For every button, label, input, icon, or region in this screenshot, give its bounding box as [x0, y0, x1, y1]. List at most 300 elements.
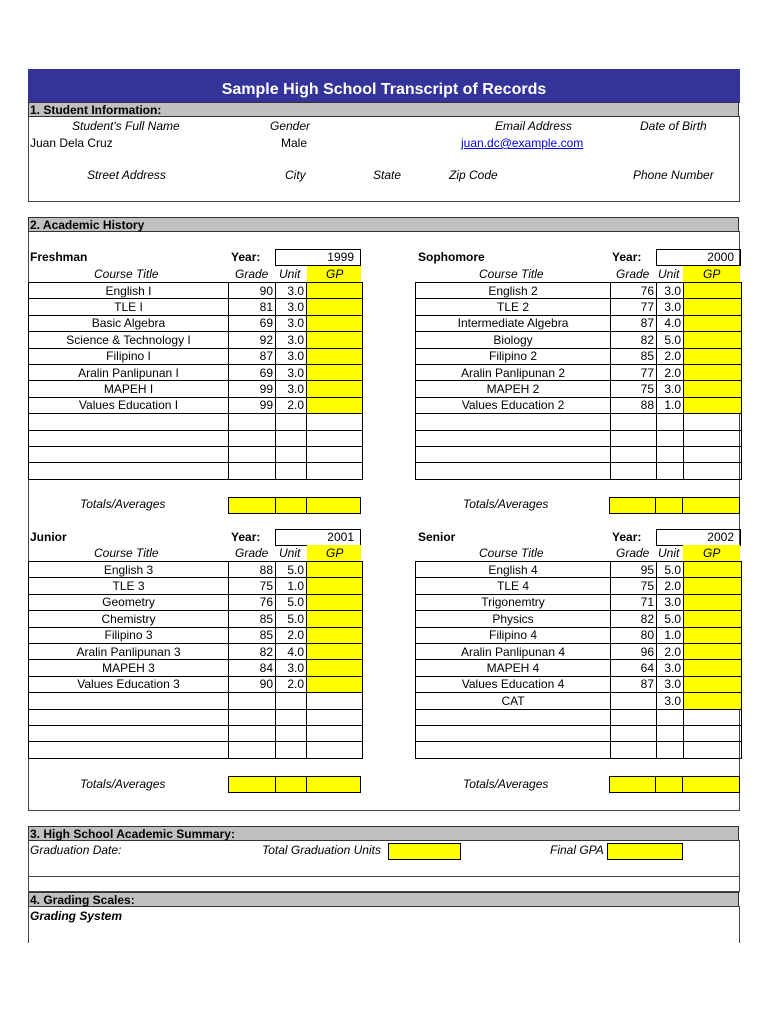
unit-cell: 3.0 — [657, 283, 684, 299]
course-title-cell — [29, 709, 229, 725]
gp-cell — [684, 315, 742, 331]
unit-cell — [657, 430, 684, 446]
unit-cell: 5.0 — [657, 332, 684, 348]
grade-cell — [229, 414, 276, 430]
unit-cell — [276, 414, 307, 430]
grade-cell — [229, 446, 276, 462]
col-course-title: Course Title — [479, 267, 544, 281]
unit-cell: 3.0 — [276, 283, 307, 299]
gp-cell — [684, 299, 742, 315]
totals-gp-cell — [306, 497, 361, 514]
total-units-field — [388, 843, 461, 860]
grade-cell: 90 — [229, 283, 276, 299]
table-row — [29, 414, 363, 430]
table-row — [416, 725, 742, 741]
grade-cell: 82 — [611, 332, 657, 348]
unit-cell — [657, 725, 684, 741]
label-dob: Date of Birth — [640, 119, 707, 133]
gp-cell — [684, 676, 742, 692]
grade-cell — [611, 430, 657, 446]
unit-cell: 3.0 — [276, 381, 307, 397]
gp-cell — [307, 315, 363, 331]
course-title-cell — [416, 725, 611, 741]
col-grade: Grade — [235, 546, 269, 560]
unit-cell — [657, 414, 684, 430]
gp-cell — [684, 742, 742, 758]
unit-cell — [276, 693, 307, 709]
grade-cell — [229, 430, 276, 446]
gp-cell — [307, 381, 363, 397]
course-title-cell: Aralin Panlipunan 3 — [29, 643, 229, 659]
gp-cell — [684, 562, 742, 578]
gp-cell — [307, 611, 363, 627]
unit-cell: 2.0 — [276, 676, 307, 692]
gp-cell — [684, 594, 742, 610]
unit-cell — [657, 446, 684, 462]
course-title-cell: Aralin Panlipunan 4 — [416, 643, 611, 659]
grade-cell: 90 — [229, 676, 276, 692]
student-gender: Male — [281, 136, 308, 150]
course-title-cell: TLE I — [29, 299, 229, 315]
table-row — [29, 709, 363, 725]
grade-cell: 75 — [229, 578, 276, 594]
table-row — [29, 660, 363, 676]
table-row — [416, 348, 742, 364]
course-title-cell: Science & Technology I — [29, 332, 229, 348]
unit-cell: 3.0 — [657, 594, 684, 610]
unit-cell: 5.0 — [276, 562, 307, 578]
label-city: City — [285, 168, 306, 182]
grade-cell — [611, 742, 657, 758]
course-title-cell: Values Education I — [29, 397, 229, 413]
unit-cell — [276, 463, 307, 479]
table-row — [416, 364, 742, 380]
gp-cell — [684, 381, 742, 397]
table-row — [416, 414, 742, 430]
senior-year-value: 2002 — [656, 529, 741, 546]
gp-cell — [307, 430, 363, 446]
table-row — [29, 725, 363, 741]
table-row — [29, 283, 363, 299]
course-title-cell: English 3 — [29, 562, 229, 578]
unit-cell: 3.0 — [276, 660, 307, 676]
unit-cell: 5.0 — [276, 611, 307, 627]
gp-cell — [684, 283, 742, 299]
course-title-cell: Intermediate Algebra — [416, 315, 611, 331]
grade-cell: 80 — [611, 627, 657, 643]
course-title-cell — [416, 463, 611, 479]
gp-cell — [307, 446, 363, 462]
course-title-cell: Physics — [416, 611, 611, 627]
col-unit: Unit — [279, 546, 301, 560]
table-row — [416, 611, 742, 627]
gp-cell — [684, 611, 742, 627]
course-title-cell: CAT — [416, 693, 611, 709]
table-row — [416, 709, 742, 725]
table-row — [29, 332, 363, 348]
grading-left-border — [28, 906, 29, 943]
course-title-cell: English 4 — [416, 562, 611, 578]
course-title-cell — [416, 430, 611, 446]
table-row — [416, 299, 742, 315]
freshman-year-value: 1999 — [275, 249, 361, 266]
year-level-freshman: Freshman — [30, 250, 88, 264]
course-title-cell: MAPEH I — [29, 381, 229, 397]
course-title-cell: Trigonemtry — [416, 594, 611, 610]
grade-cell: 64 — [611, 660, 657, 676]
unit-cell: 1.0 — [657, 627, 684, 643]
table-row — [29, 397, 363, 413]
course-title-cell — [29, 693, 229, 709]
unit-cell: 3.0 — [276, 364, 307, 380]
table-row — [416, 594, 742, 610]
course-title-cell: English 2 — [416, 283, 611, 299]
course-title-cell: Filipino 4 — [416, 627, 611, 643]
gp-cell — [307, 725, 363, 741]
table-row — [29, 676, 363, 692]
label-gender: Gender — [270, 119, 311, 133]
gp-cell — [307, 578, 363, 594]
grade-cell: 92 — [229, 332, 276, 348]
grade-cell: 75 — [611, 578, 657, 594]
gp-cell — [307, 562, 363, 578]
course-title-cell: TLE 2 — [416, 299, 611, 315]
course-title-cell: Filipino I — [29, 348, 229, 364]
table-row — [29, 430, 363, 446]
table-row — [29, 611, 363, 627]
grade-cell: 88 — [611, 397, 657, 413]
course-title-cell — [29, 742, 229, 758]
year-label: Year: — [612, 250, 642, 264]
label-full-name: Student's Full Name — [72, 119, 180, 133]
gp-cell — [307, 397, 363, 413]
table-row — [29, 364, 363, 380]
gp-cell — [307, 627, 363, 643]
unit-cell: 5.0 — [657, 611, 684, 627]
unit-cell — [276, 709, 307, 725]
course-title-cell: Aralin Panlipunan 2 — [416, 364, 611, 380]
summary-heading: 3. High School Academic Summary: — [28, 826, 739, 841]
unit-cell: 1.0 — [276, 578, 307, 594]
grade-cell — [229, 693, 276, 709]
course-title-cell — [29, 414, 229, 430]
table-row — [29, 594, 363, 610]
totals-unit-cell — [275, 776, 307, 793]
grade-cell — [229, 742, 276, 758]
totals-gp-cell — [682, 776, 740, 793]
table-row — [29, 643, 363, 659]
unit-cell — [657, 709, 684, 725]
grade-cell: 85 — [611, 348, 657, 364]
course-title-cell — [29, 725, 229, 741]
course-title-cell — [416, 709, 611, 725]
grade-cell: 96 — [611, 643, 657, 659]
label-email: Email Address — [495, 119, 572, 133]
final-gpa-field — [607, 843, 683, 860]
grade-cell — [611, 446, 657, 462]
year-label: Year: — [612, 530, 642, 544]
col-gp: GP — [703, 546, 721, 560]
unit-cell — [276, 430, 307, 446]
gp-cell — [684, 446, 742, 462]
course-title-cell: MAPEH 2 — [416, 381, 611, 397]
unit-cell — [276, 725, 307, 741]
grade-cell: 99 — [229, 397, 276, 413]
unit-cell: 3.0 — [276, 315, 307, 331]
page-title: Sample High School Transcript of Records — [28, 69, 740, 103]
unit-cell: 3.0 — [657, 299, 684, 315]
gp-cell — [684, 725, 742, 741]
table-row — [29, 463, 363, 479]
col-unit: Unit — [658, 546, 680, 560]
totals-unit-cell — [275, 497, 307, 514]
sophomore-totals-label: Totals/Averages — [463, 497, 549, 511]
grade-cell: 81 — [229, 299, 276, 315]
total-units-label: Total Graduation Units — [262, 843, 381, 857]
table-row — [416, 430, 742, 446]
table-row — [416, 742, 742, 758]
table-row — [416, 381, 742, 397]
grade-cell: 88 — [229, 562, 276, 578]
course-title-cell — [416, 742, 611, 758]
junior-grades-table — [28, 561, 363, 759]
grade-cell: 76 — [611, 283, 657, 299]
sophomore-year-value: 2000 — [656, 249, 741, 266]
course-title-cell: Values Education 4 — [416, 676, 611, 692]
col-gp: GP — [326, 546, 344, 560]
year-label: Year: — [231, 250, 261, 264]
freshman-totals-label: Totals/Averages — [80, 497, 166, 511]
table-row — [29, 742, 363, 758]
course-title-cell — [29, 446, 229, 462]
grade-cell: 87 — [611, 676, 657, 692]
unit-cell — [276, 446, 307, 462]
grade-cell: 99 — [229, 381, 276, 397]
grade-cell — [229, 709, 276, 725]
gp-cell — [684, 709, 742, 725]
freshman-grades-table — [28, 282, 363, 480]
senior-totals-cells — [610, 776, 740, 793]
table-row — [416, 676, 742, 692]
col-course-title: Course Title — [94, 546, 159, 560]
gp-cell — [684, 364, 742, 380]
gp-cell — [307, 332, 363, 348]
grade-cell — [611, 709, 657, 725]
unit-cell: 3.0 — [657, 676, 684, 692]
unit-cell: 2.0 — [657, 364, 684, 380]
unit-cell: 5.0 — [276, 594, 307, 610]
unit-cell: 3.0 — [276, 299, 307, 315]
unit-cell: 3.0 — [276, 332, 307, 348]
grade-cell — [229, 463, 276, 479]
grade-cell: 82 — [611, 611, 657, 627]
gp-cell — [307, 693, 363, 709]
grade-cell — [611, 463, 657, 479]
totals-gp-cell — [306, 776, 361, 793]
student-email-link[interactable]: juan.dc@example.com — [461, 136, 584, 150]
course-title-cell: Filipino 2 — [416, 348, 611, 364]
student-info-heading: 1. Student Information: — [28, 102, 739, 117]
table-row — [416, 562, 742, 578]
unit-cell: 3.0 — [276, 348, 307, 364]
course-title-cell: Basic Algebra — [29, 315, 229, 331]
unit-cell: 2.0 — [657, 348, 684, 364]
unit-cell: 3.0 — [657, 381, 684, 397]
gp-cell — [684, 430, 742, 446]
unit-cell: 3.0 — [657, 660, 684, 676]
table-row — [29, 299, 363, 315]
course-title-cell: Values Education 2 — [416, 397, 611, 413]
freshman-totals-cells — [229, 497, 361, 514]
unit-cell — [657, 742, 684, 758]
grade-cell: 69 — [229, 364, 276, 380]
table-row — [29, 381, 363, 397]
grade-cell: 75 — [611, 381, 657, 397]
grade-cell: 69 — [229, 315, 276, 331]
unit-cell: 1.0 — [657, 397, 684, 413]
junior-totals-cells — [229, 776, 361, 793]
table-row — [416, 627, 742, 643]
grade-cell — [611, 414, 657, 430]
course-title-cell: Biology — [416, 332, 611, 348]
gp-cell — [307, 414, 363, 430]
grade-cell — [611, 725, 657, 741]
totals-gp-cell — [682, 497, 740, 514]
gp-cell — [684, 414, 742, 430]
grade-cell: 87 — [611, 315, 657, 331]
table-row — [416, 660, 742, 676]
course-title-cell: MAPEH 4 — [416, 660, 611, 676]
gp-cell — [307, 299, 363, 315]
course-title-cell — [29, 430, 229, 446]
grading-system-label: Grading System — [30, 909, 123, 923]
totals-unit-cell — [655, 497, 683, 514]
label-street: Street Address — [87, 168, 166, 182]
grade-cell — [611, 693, 657, 709]
unit-cell: 5.0 — [657, 562, 684, 578]
summary-divider — [28, 876, 740, 877]
table-row — [416, 578, 742, 594]
label-zip: Zip Code — [449, 168, 498, 182]
col-unit: Unit — [279, 267, 301, 281]
sophomore-totals-cells — [610, 497, 740, 514]
academic-history-heading: 2. Academic History — [28, 217, 739, 232]
table-row — [416, 693, 742, 709]
grade-cell: 77 — [611, 364, 657, 380]
unit-cell: 2.0 — [657, 578, 684, 594]
gp-cell — [307, 463, 363, 479]
gp-cell — [684, 693, 742, 709]
senior-grades-table — [415, 561, 742, 759]
gp-cell — [684, 463, 742, 479]
grade-cell: 87 — [229, 348, 276, 364]
course-title-cell: English I — [29, 283, 229, 299]
gp-cell — [684, 578, 742, 594]
table-row — [29, 315, 363, 331]
gp-cell — [307, 364, 363, 380]
grade-cell: 77 — [611, 299, 657, 315]
totals-grade-cell — [228, 497, 276, 514]
table-row — [416, 283, 742, 299]
year-level-junior: Junior — [30, 530, 67, 544]
col-grade: Grade — [235, 267, 269, 281]
gp-cell — [307, 709, 363, 725]
col-grade: Grade — [616, 267, 650, 281]
course-title-cell — [29, 463, 229, 479]
junior-year-value: 2001 — [275, 529, 361, 546]
course-title-cell: TLE 4 — [416, 578, 611, 594]
gp-cell — [684, 627, 742, 643]
grade-cell: 84 — [229, 660, 276, 676]
totals-grade-cell — [609, 497, 656, 514]
table-row — [416, 446, 742, 462]
unit-cell: 2.0 — [276, 397, 307, 413]
final-gpa-label: Final GPA — [550, 843, 604, 857]
grading-right-border — [739, 906, 740, 943]
year-level-senior: Senior — [418, 530, 456, 544]
year-label: Year: — [231, 530, 261, 544]
col-gp: GP — [326, 267, 344, 281]
senior-totals-label: Totals/Averages — [463, 777, 549, 791]
sophomore-grades-table — [415, 282, 742, 480]
totals-grade-cell — [609, 776, 656, 793]
gp-cell — [307, 660, 363, 676]
course-title-cell: Values Education 3 — [29, 676, 229, 692]
table-row — [416, 397, 742, 413]
course-title-cell: Chemistry — [29, 611, 229, 627]
col-course-title: Course Title — [94, 267, 159, 281]
table-row — [29, 348, 363, 364]
table-row — [416, 643, 742, 659]
grade-cell: 85 — [229, 627, 276, 643]
course-title-cell: TLE 3 — [29, 578, 229, 594]
graduation-date-label: Graduation Date: — [30, 843, 122, 857]
unit-cell: 2.0 — [276, 627, 307, 643]
course-title-cell — [416, 446, 611, 462]
col-course-title: Course Title — [479, 546, 544, 560]
table-row — [29, 627, 363, 643]
table-row — [416, 332, 742, 348]
gp-cell — [684, 643, 742, 659]
grade-cell: 71 — [611, 594, 657, 610]
grading-heading: 4. Grading Scales: — [28, 892, 739, 907]
col-gp: GP — [703, 267, 721, 281]
gp-cell — [307, 643, 363, 659]
course-title-cell: Geometry — [29, 594, 229, 610]
gp-cell — [307, 283, 363, 299]
table-row — [416, 463, 742, 479]
junior-totals-label: Totals/Averages — [80, 777, 166, 791]
student-name: Juan Dela Cruz — [30, 136, 113, 150]
gp-cell — [684, 660, 742, 676]
col-unit: Unit — [658, 267, 680, 281]
unit-cell: 2.0 — [657, 643, 684, 659]
unit-cell: 4.0 — [657, 315, 684, 331]
gp-cell — [684, 332, 742, 348]
col-grade: Grade — [616, 546, 650, 560]
grade-cell: 76 — [229, 594, 276, 610]
table-row — [29, 693, 363, 709]
gp-cell — [307, 676, 363, 692]
gp-cell — [307, 742, 363, 758]
totals-unit-cell — [655, 776, 683, 793]
course-title-cell: MAPEH 3 — [29, 660, 229, 676]
gp-cell — [684, 397, 742, 413]
grade-cell: 85 — [229, 611, 276, 627]
course-title-cell: Filipino 3 — [29, 627, 229, 643]
label-phone: Phone Number — [633, 168, 714, 182]
table-row — [29, 446, 363, 462]
